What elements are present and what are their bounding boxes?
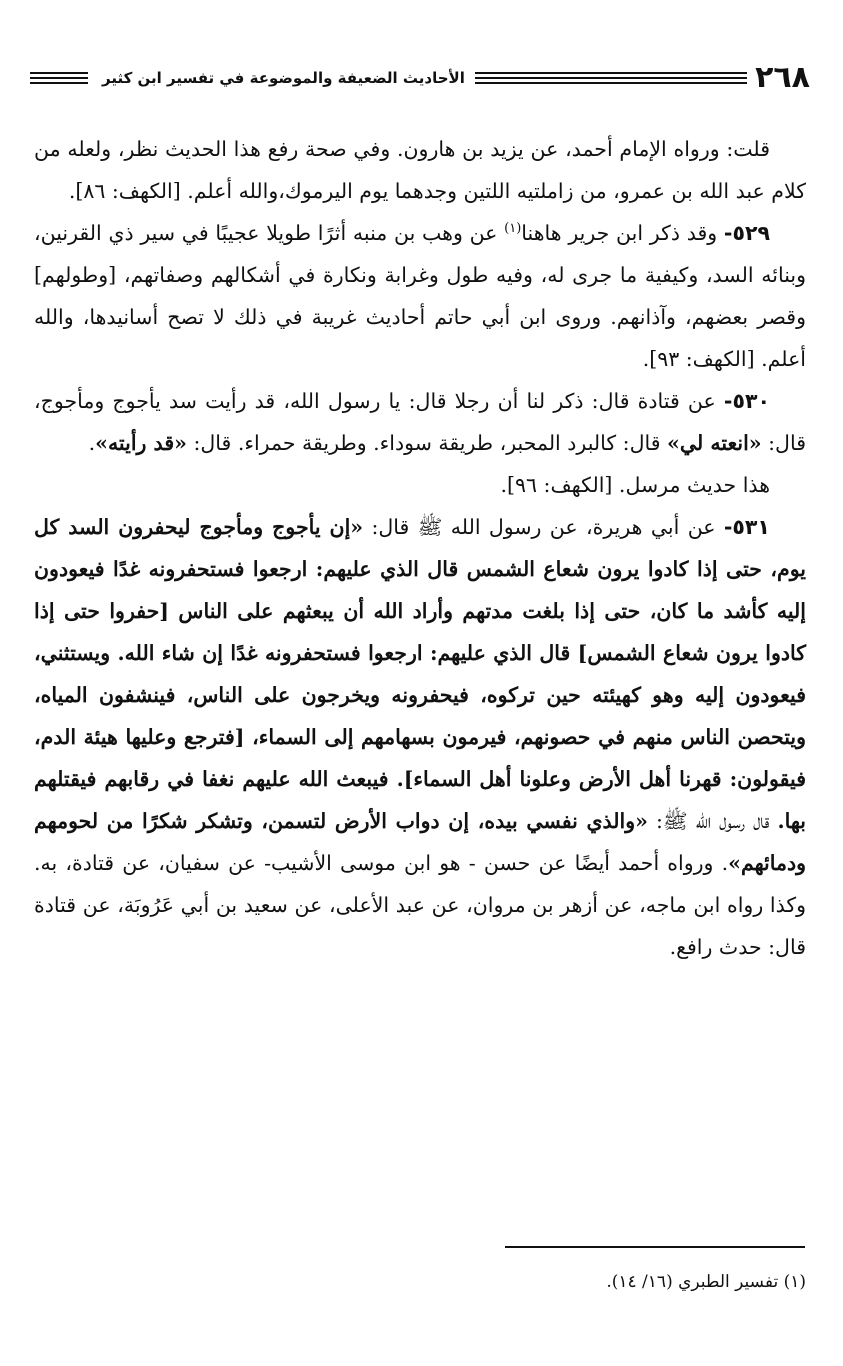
page-header <box>30 58 810 98</box>
prophetic-quote: «انعته لي» <box>667 431 762 455</box>
page-body <box>34 128 806 968</box>
paragraph-text: عن أبي هريرة، عن رسول الله ﷺ قال: <box>371 515 716 539</box>
paragraph-text: قلت: ورواه الإمام أحمد، عن يزيد بن هارون. وفي صحة رفع هذا الحديث نظر، ولعله من كلام عبد الله بن عمرو، من زاملتيه اللتين وجدهما يوم اليرموك،والله أعلم. <box>34 137 806 203</box>
paragraph-text: قال رسول الله ﷺ: <box>656 809 770 833</box>
running-title: الأحاديث الضعيفة والموضوعة في تفسير ابن كثير <box>102 69 465 87</box>
prophetic-quote: «والذي نفسي بيده، إن دواب الأرض لتسمن، وتشكر شكرًا من لحومهم ودمائهم» <box>34 809 806 875</box>
hadith-number: ٥٣٠- <box>723 389 770 413</box>
paragraph-text: وقد ذكر ابن جرير هاهنا <box>521 221 718 245</box>
header-rule-right <box>695 70 747 86</box>
footnote-separator <box>505 1246 805 1248</box>
page-number: ٢٦٨ <box>755 60 810 95</box>
footnote-marker: (١) <box>504 221 522 237</box>
prophetic-quote: «إن يأجوج ومأجوج ليحفرون السد كل يوم، حتى إذا كادوا يرون شعاع الشمس قال الذي عليهم: ارجعوا فستحفرونه غدًا فيعودون إليه كأشد ما كان، حتى إذا بلغت مدتهم وأراد الله أن يبعثهم على الناس [حفروا حتى إذا كادوا يرون شعاع الشمس] قال الذي عليهم: ارجعوا فستحفرونه غدًا إن شاء الله. ويستثني، فيعودون إليه وهو كهيئته حين تركوه، فيحفرونه ويخرجون على الناس، فينشفون المياه، ويتحصن الناس منهم في حصونهم، فيرمون بسهامهم إلى السماء، [فترجع وعليها هيئة الدم، فيقولون: قهرنا أهل الأرض وعلونا أهل السماء]. فيبعث الله عليهم نغفا في رقابهم فيقتلهم بها. <box>34 515 806 833</box>
header-rule-left <box>30 70 88 86</box>
paragraph-text: عن قتادة قال: ذكر لنا أن رجلا قال: يا رسول الله، قد رأيت سد يأجوج ومأجوج، قال: <box>34 389 806 455</box>
hadith-number: ٥٢٩- <box>723 221 770 245</box>
quran-reference: [الكهف: ٨٦]. <box>68 179 181 203</box>
prophetic-quote: «قد رأيته» <box>95 431 187 455</box>
quran-reference: [الكهف: ٩٦]. <box>500 473 613 497</box>
hadith-number: ٥٣١- <box>723 515 770 539</box>
footnote: (١) تفسير الطبري (١٦/ ١٤). <box>606 1272 806 1292</box>
paragraph-intro <box>34 128 806 212</box>
quran-reference: [الكهف: ٩٣]. <box>642 347 755 371</box>
paragraph-text: عن وهب بن منبه أثرًا طويلا عجيبًا في سير ذي القرنين، وبنائه السد، وكيفية ما جرى له، وفيه طول وغرابة ونكارة في أشكالهم وصفاتهم، [وطولهم] وقصر بعضهم، وآذانهم. وروى ابن أبي حاتم أحاديث غريبة في ذلك لا تصح أسانيدها، والله أعلم. <box>34 221 806 371</box>
hadith-530 <box>34 380 806 464</box>
paragraph-text: . <box>88 431 96 455</box>
hadith-531 <box>34 506 806 968</box>
paragraph-text: هذا حديث مرسل. <box>618 473 770 497</box>
paragraph-text: . ورواه أحمد أيضًا عن حسن - هو ابن موسى الأشيب- عن سفيان، عن قتادة، به. وكذا رواه ابن ماجه، عن أزهر بن مروان، عن عبد الأعلى، عن سعيد بن أبي عَرُوبَة، عن قتادة قال: حدث رافع. <box>34 851 806 959</box>
hadith-529 <box>34 212 806 380</box>
paragraph-text: قال: كالبرد المحبر، طريقة سوداء. وطريقة حمراء. قال: <box>193 431 661 455</box>
header-rule-middle <box>475 70 695 86</box>
paragraph-mursal <box>34 464 806 506</box>
